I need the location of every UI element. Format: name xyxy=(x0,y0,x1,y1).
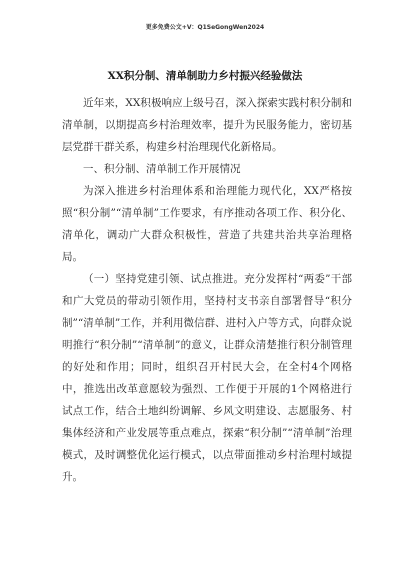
document-body xyxy=(62,92,352,488)
header-note: 更多免费公文+V：Q1SeGongWen2024 xyxy=(145,24,265,31)
document-title: XX积分制、清单制助力乡村振兴经验做法 xyxy=(107,70,303,82)
intro-paragraph: 近年来，XX积极响应上级号召，深入探索实践村积分制和清单制，以期提高乡村治理效率，提升为民服务能力，密切基层党群干群关系，构建乡村治理现代化新格局。 xyxy=(62,97,352,153)
body-paragraph: （一）坚持党建引领、试点推进。充分发挥村“两委”干部和广大党员的带动引领作用，坚持村支书亲自部署督导“积分制”“清单制”工作，并利用微信群、进村入户等方式，向群众说明推行“积分制”“清单制”的意义，让群众清楚推行积分制管理的好处和作用；同时，组织召开村民大会，在全村4个网格中，推选出改革意愿较为强烈、工作便于开展的1个网格进行试点工作，结合土地纠纷调解、乡风文明建设、志愿服务、村集体经济和产业发展等重点难点，探索“积分制”“清单制”治理模式，及时调整优化运行模式，以点带面推动乡村治理村域提升。 xyxy=(62,273,352,483)
body-paragraph: 为深入推进乡村治理体系和治理能力现代化，XX严格按照“积分制”“清单制”工作要求，有序推动各项工作、积分化、清单化，调动广大群众积极性，营造了共建共治共享治理格局。 xyxy=(62,185,352,263)
section-heading: 一、积分制、清单制工作开展情况 xyxy=(83,163,241,175)
